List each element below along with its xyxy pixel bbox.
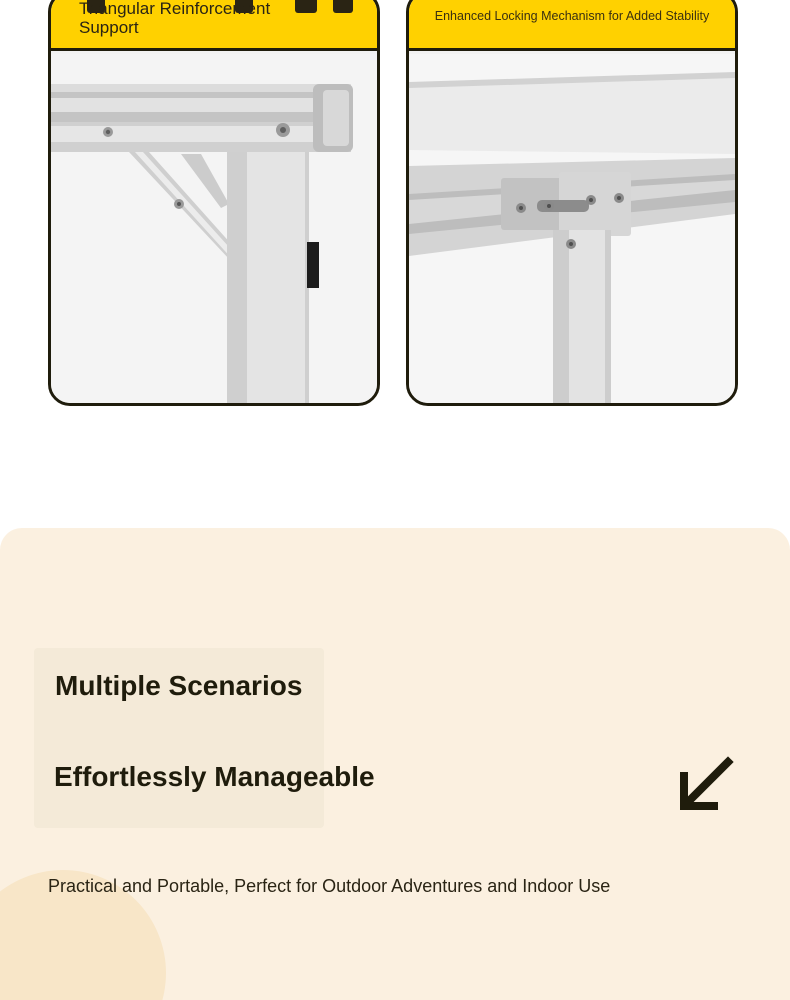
feature-card-title: Triangular Reinforcement Support	[79, 0, 271, 37]
feature-card-triangular-support	[48, 0, 380, 406]
section-title-multiple-scenarios: Multiple Scenarios	[55, 670, 303, 701]
scenarios-section	[0, 528, 790, 1000]
table-corner-photo	[51, 54, 377, 406]
feature-card-title: Enhanced Locking Mechanism for Added Stability	[434, 9, 710, 23]
section-title-effortlessly-manageable: Effortlessly Manageable	[54, 761, 375, 792]
feature-card-header	[51, 0, 377, 51]
arrow-down-left-icon	[676, 754, 736, 814]
bolt-icon	[333, 0, 353, 13]
table-hinge-photo	[409, 54, 735, 406]
feature-card-locking-mechanism	[406, 0, 738, 406]
feature-card-header	[409, 0, 735, 51]
section-subtitle: Practical and Portable, Perfect for Outdoor Adventures and Indoor Use	[48, 876, 611, 896]
